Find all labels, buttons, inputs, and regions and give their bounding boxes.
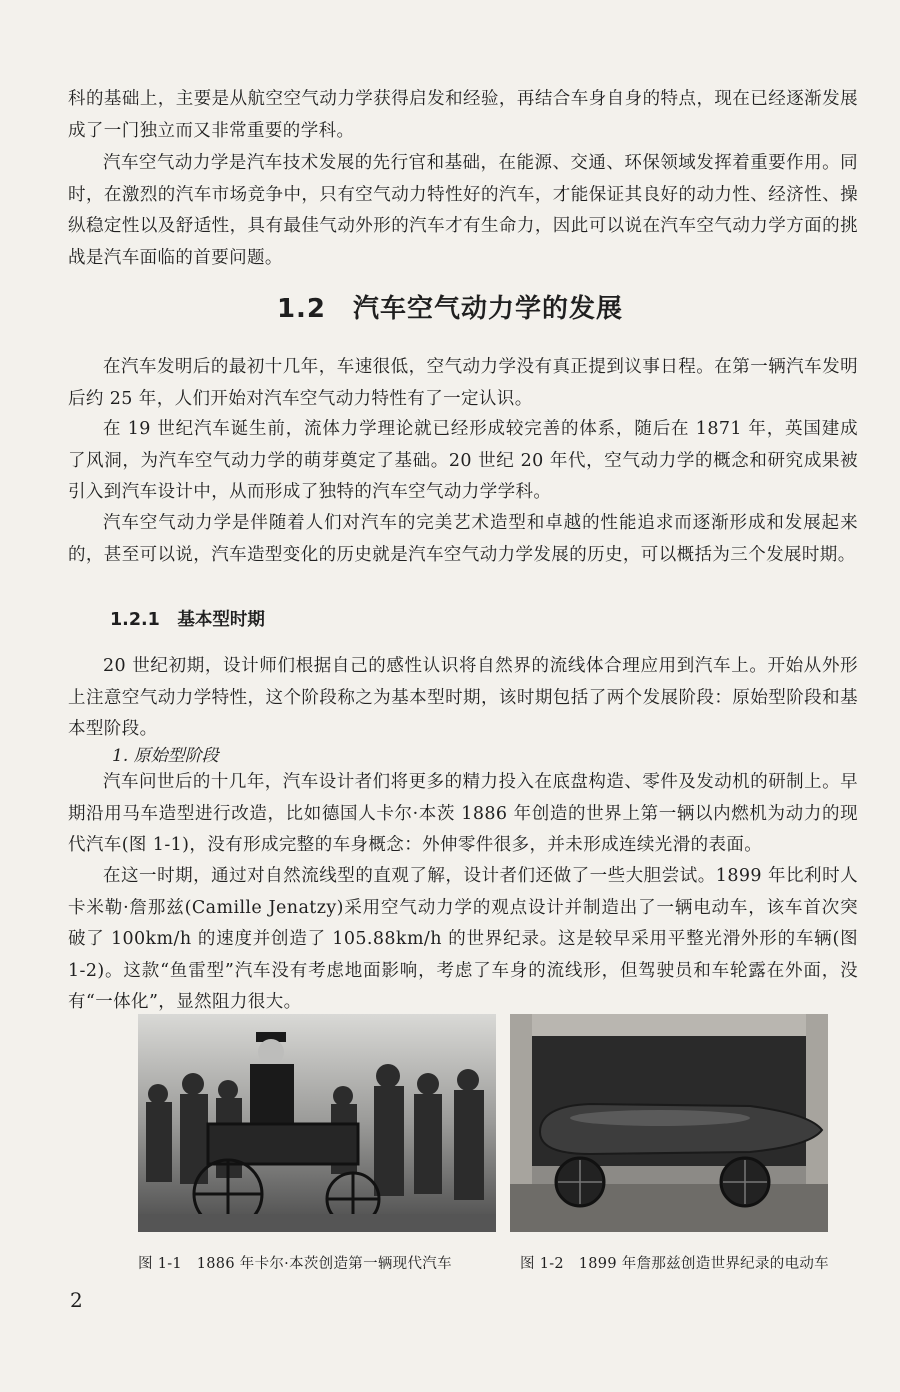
paragraph-basic-period: 20 世纪初期，设计师们根据自己的感性认识将自然界的流线体合理应用到汽车上。开始从外形上注意空气动力学特性，这个阶段称之为基本型时期，该时期包括了两个发展阶段：原始型阶段和基本型阶段。	[68, 656, 858, 739]
paragraph-importance: 汽车空气动力学是汽车技术发展的先行官和基础，在能源、交通、环保领域发挥着重要作用。同时，在激烈的汽车市场竞争中，只有空气动力特性好的汽车，才能保证其良好的动力性、经济性、操纵稳定性以及舒适性，具有最佳气动外形的汽车才有生命力，因此可以说在汽车空气动力学方面的挑战是汽车面临的首要问题。	[68, 153, 858, 268]
page-number: 2	[70, 1288, 83, 1312]
paragraph-early-history: 在汽车发明后的最初十几年，车速很低，空气动力学没有真正提到议事日程。在第一辆汽车发明后约 25 年，人们开始对汽车空气动力特性有了一定认识。	[68, 357, 858, 409]
benz-car-illustration	[138, 1014, 496, 1232]
torpedo-car-illustration	[510, 1014, 828, 1232]
benz-car-photo	[138, 1014, 496, 1232]
paragraph-continuation: 科的基础上，主要是从航空空气动力学获得启发和经验，再结合车身自身的特点，现在已经逐渐发展成了一门独立而又非常重要的学科。	[68, 89, 858, 141]
figure-1-2-caption: 图 1-2 1899 年詹那兹创造世界纪录的电动车	[520, 1256, 829, 1272]
jenatzy-car-photo	[510, 1014, 828, 1232]
figure-1-1-caption: 图 1-1 1886 年卡尔·本茨创造第一辆现代汽车	[138, 1256, 452, 1272]
subsection-heading: 1.2.1 基本型时期	[110, 610, 265, 630]
paragraph-benz: 汽车问世后的十几年，汽车设计者们将更多的精力投入在底盘构造、零件及发动机的研制上。早期沿用马车造型进行改造，比如德国人卡尔·本茨 1886 年创造的世界上第一辆以内燃机为动力的现代汽车(图 1-1)，没有形成完整的车身概念：外伸零件很多，并未形成连续光滑的表面。	[68, 772, 858, 855]
paragraph-three-periods: 汽车空气动力学是伴随着人们对汽车的完美艺术造型和卓越的性能追求而逐渐形成和发展起来的，甚至可以说，汽车造型变化的历史就是汽车空气动力学发展的历史，可以概括为三个发展时期。	[68, 513, 858, 565]
item-heading: 1. 原始型阶段	[112, 746, 219, 766]
paragraph-jenatzy: 在这一时期，通过对自然流线型的直观了解，设计者们还做了一些大胆尝试。1899 年比利时人卡米勒·詹那兹(Camille Jenatzy)采用空气动力学的观点设计并制造出了一辆电动车，该车首次突破了 100km/h 的速度并创造了 105.88km/h 的世界纪录。这是较早采用平整光滑外形的车辆(图 1-2)。这款“鱼雷型”汽车没有考虑地面影响，考虑了车身的流线形，但驾驶员和车轮露在外面，没有“一体化”，显然阻力很大。	[68, 866, 858, 1012]
section-heading: 1.2 汽车空气动力学的发展	[276, 294, 624, 324]
paragraph-wind-tunnel: 在 19 世纪汽车诞生前，流体力学理论就已经形成较完善的体系，随后在 1871 年，英国建成了风洞，为汽车空气动力学的萌芽奠定了基础。20 世纪 20 年代，空气动力学的概念和研究成果被引入到汽车设计中，从而形成了独特的汽车空气动力学学科。	[68, 419, 858, 502]
